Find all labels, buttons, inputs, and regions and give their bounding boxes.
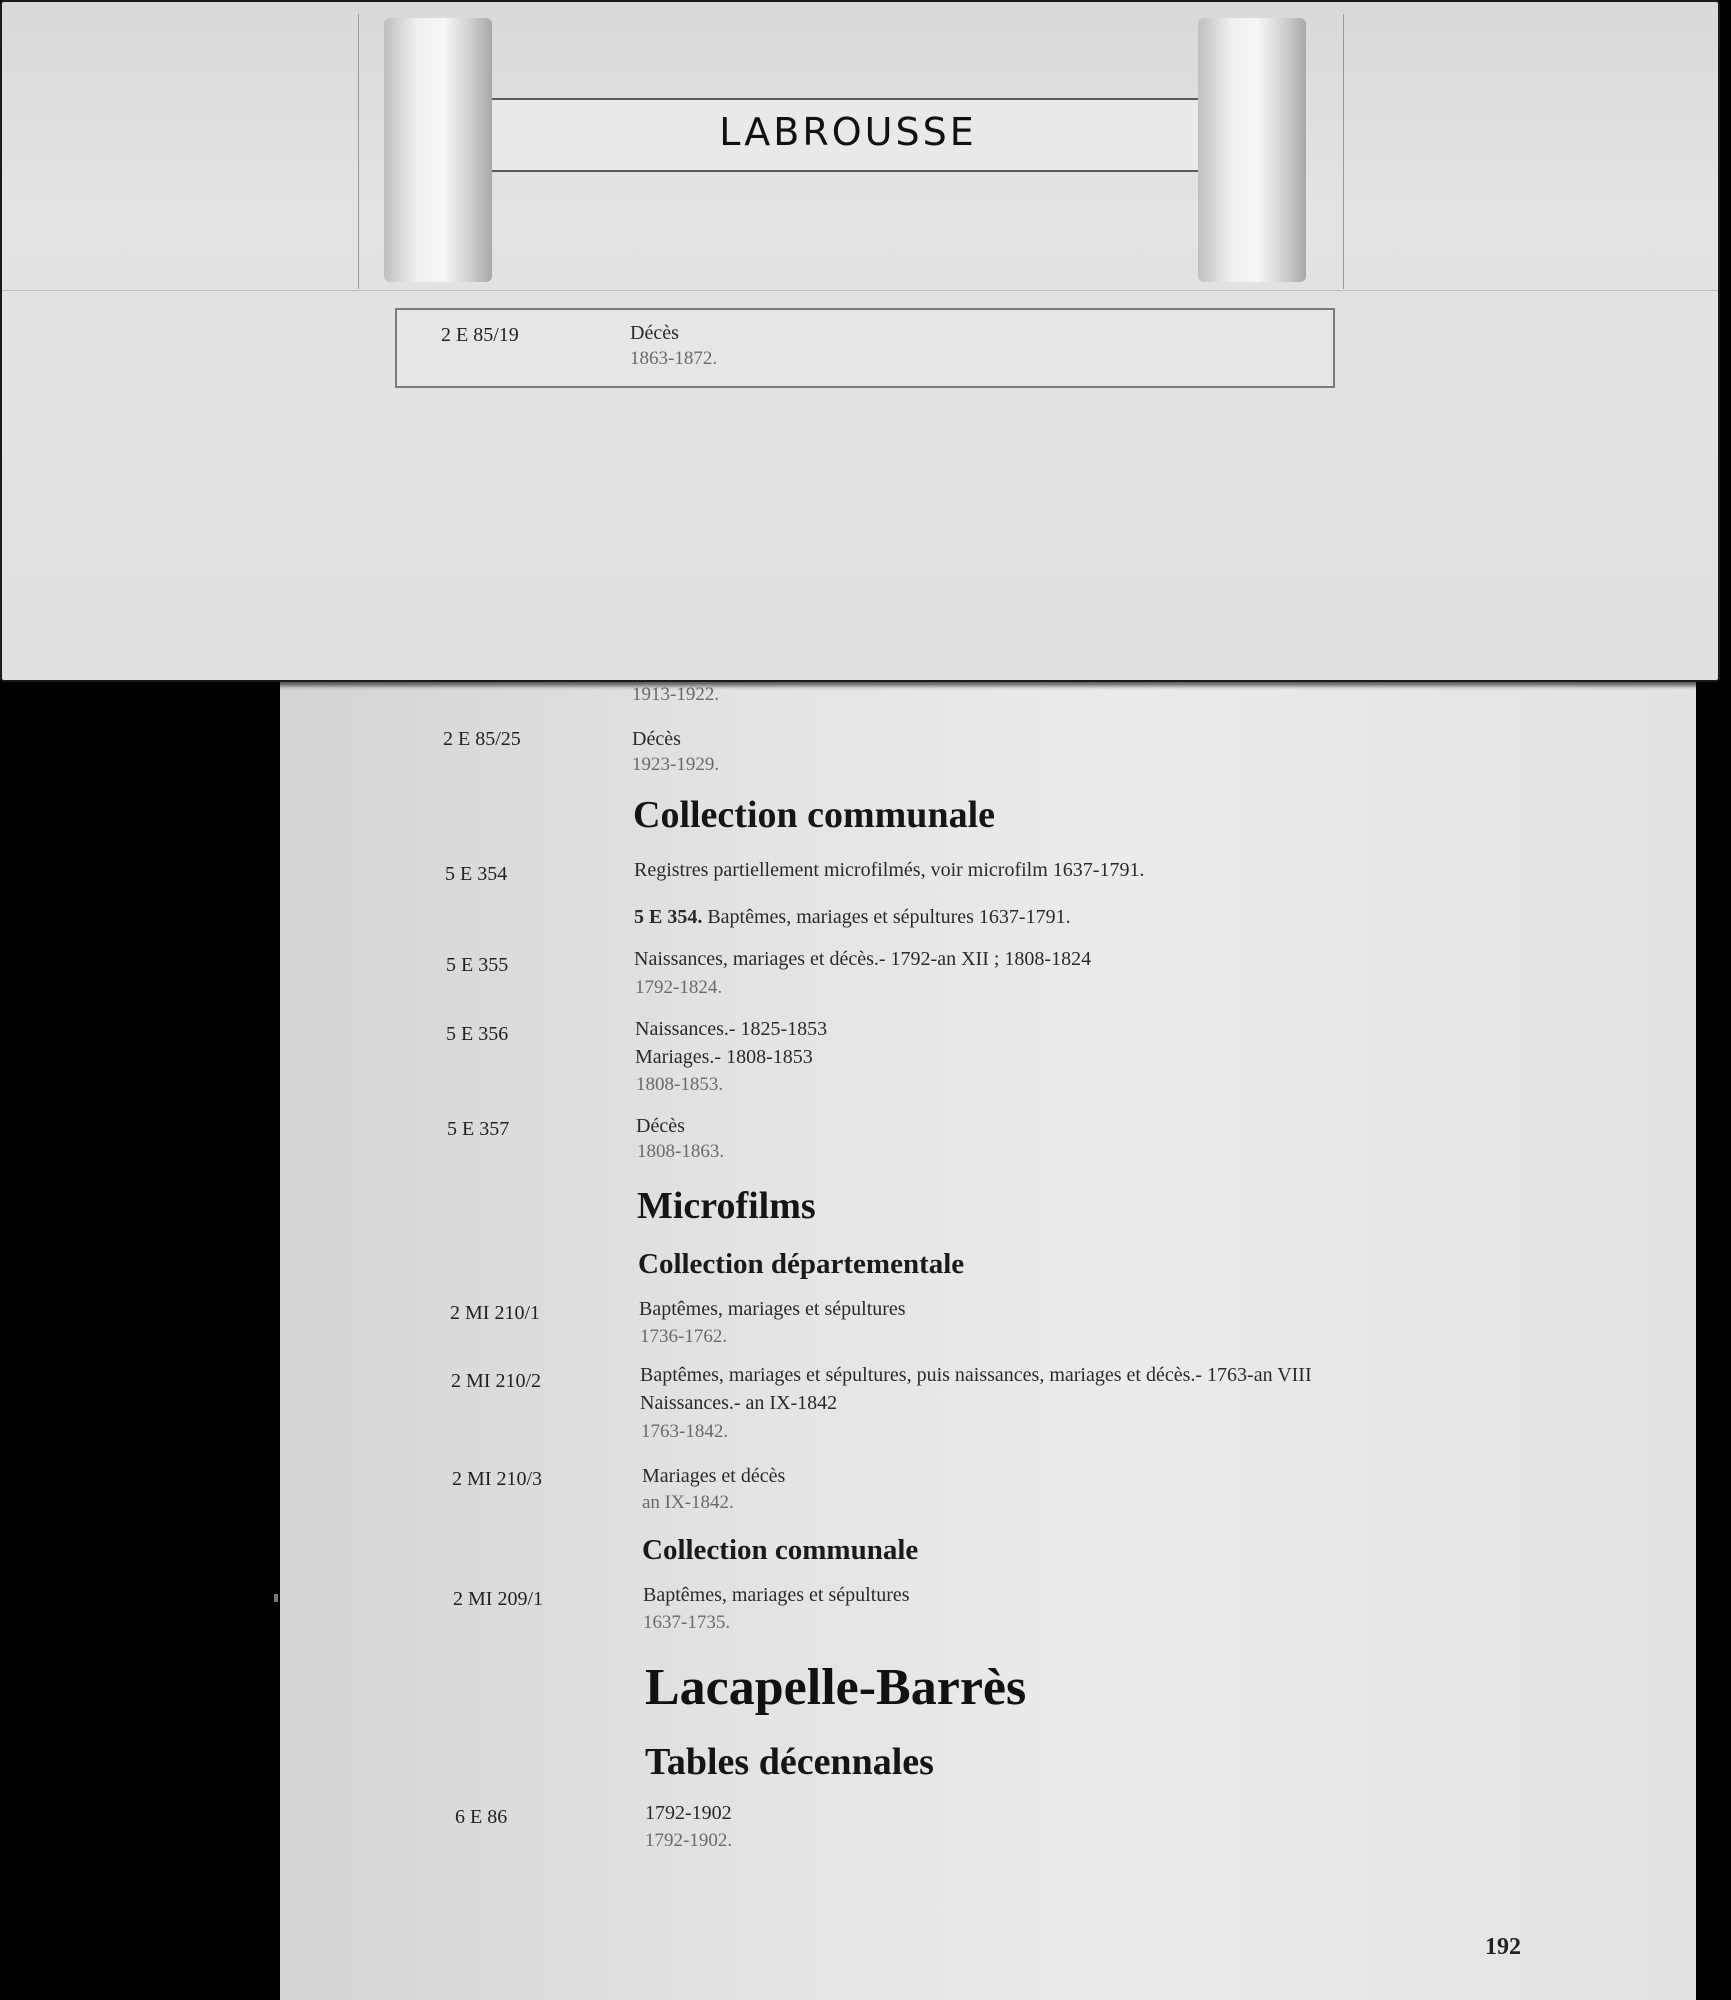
entry-code: 5 E 357 (447, 1118, 510, 1140)
tape-strip-left (384, 18, 492, 282)
entry-date: 1637-1735. (643, 1612, 731, 1633)
entry-date: 1792-1902. (645, 1830, 733, 1851)
entry-date: 1763-1842. (641, 1421, 729, 1442)
entry-code: 6 E 86 (455, 1806, 508, 1828)
section-heading-tables-decennales: Tables décennales (645, 1741, 934, 1783)
entry-code: 2 E 85/19 (441, 324, 519, 346)
label-title: LABROUSSE (719, 110, 977, 154)
entry-code: 2 MI 210/1 (450, 1302, 540, 1324)
entry-ref (634, 906, 1071, 929)
entry-code: 5 E 355 (446, 954, 509, 976)
entry-code: 5 E 356 (446, 1023, 509, 1045)
section-heading-microfilms: Microfilms (637, 1185, 816, 1227)
entry-code: 5 E 354 (445, 863, 508, 885)
flap-fold-line (2, 290, 1718, 291)
folded-flap (0, 0, 1720, 682)
entry-date: 1923-1929. (632, 754, 720, 775)
flap-entry-box (395, 308, 1335, 388)
entry-code: 2 MI 209/1 (453, 1588, 543, 1610)
entry-text: Mariages et décès (642, 1465, 786, 1487)
entry-date: 1736-1762. (640, 1326, 728, 1347)
entry-text: Baptêmes, mariages et sépultures (639, 1298, 906, 1320)
tape-strip-right (1198, 18, 1306, 282)
page-number: 192 (1485, 1934, 1521, 1960)
section-heading-collection-communale-2: Collection communale (642, 1534, 919, 1566)
partial-entry-date: 1913-1922. (632, 684, 720, 705)
entry-text: Mariages.- 1808-1853 (635, 1046, 813, 1068)
entry-date: 1792-1824. (635, 977, 723, 998)
entry-ref-text: Baptêmes, mariages et sépultures 1637-1791. (707, 906, 1071, 928)
entry-text: Décès (632, 728, 681, 750)
entry-text: Décès (630, 322, 679, 344)
commune-title: Lacapelle-Barrès (645, 1659, 1027, 1716)
entry-text: Naissances.- 1825-1853 (635, 1018, 828, 1040)
entry-code: 2 E 85/25 (443, 728, 521, 750)
entry-text: Décès (636, 1115, 685, 1137)
entry-text: Baptêmes, mariages et sépultures, puis naissances, mariages et décès.- 1763-an VIII (640, 1364, 1312, 1386)
entry-ref-code: 5 E 354. (634, 906, 703, 928)
entry-text: Naissances.- an IX-1842 (640, 1392, 838, 1414)
label-strip (474, 98, 1222, 172)
scan-edge-mark (274, 1594, 278, 1602)
entry-date: 1808-1863. (637, 1141, 725, 1162)
entry-date: 1808-1853. (636, 1074, 724, 1095)
section-heading-collection-communale: Collection communale (633, 794, 996, 836)
entry-text: Registres partiellement microfilmés, voir microfilm 1637-1791. (634, 859, 1145, 881)
entry-text: Baptêmes, mariages et sépultures (643, 1584, 910, 1606)
entry-text: 1792-1902 (645, 1802, 732, 1824)
entry-code: 2 MI 210/3 (452, 1468, 542, 1490)
entry-date: an IX-1842. (642, 1492, 734, 1513)
entry-text: Naissances, mariages et décès.- 1792-an XII ; 1808-1824 (634, 948, 1092, 970)
section-heading-collection-departementale: Collection départementale (638, 1248, 965, 1280)
entry-date: 1863-1872. (630, 348, 718, 369)
entry-code: 2 MI 210/2 (451, 1370, 541, 1392)
